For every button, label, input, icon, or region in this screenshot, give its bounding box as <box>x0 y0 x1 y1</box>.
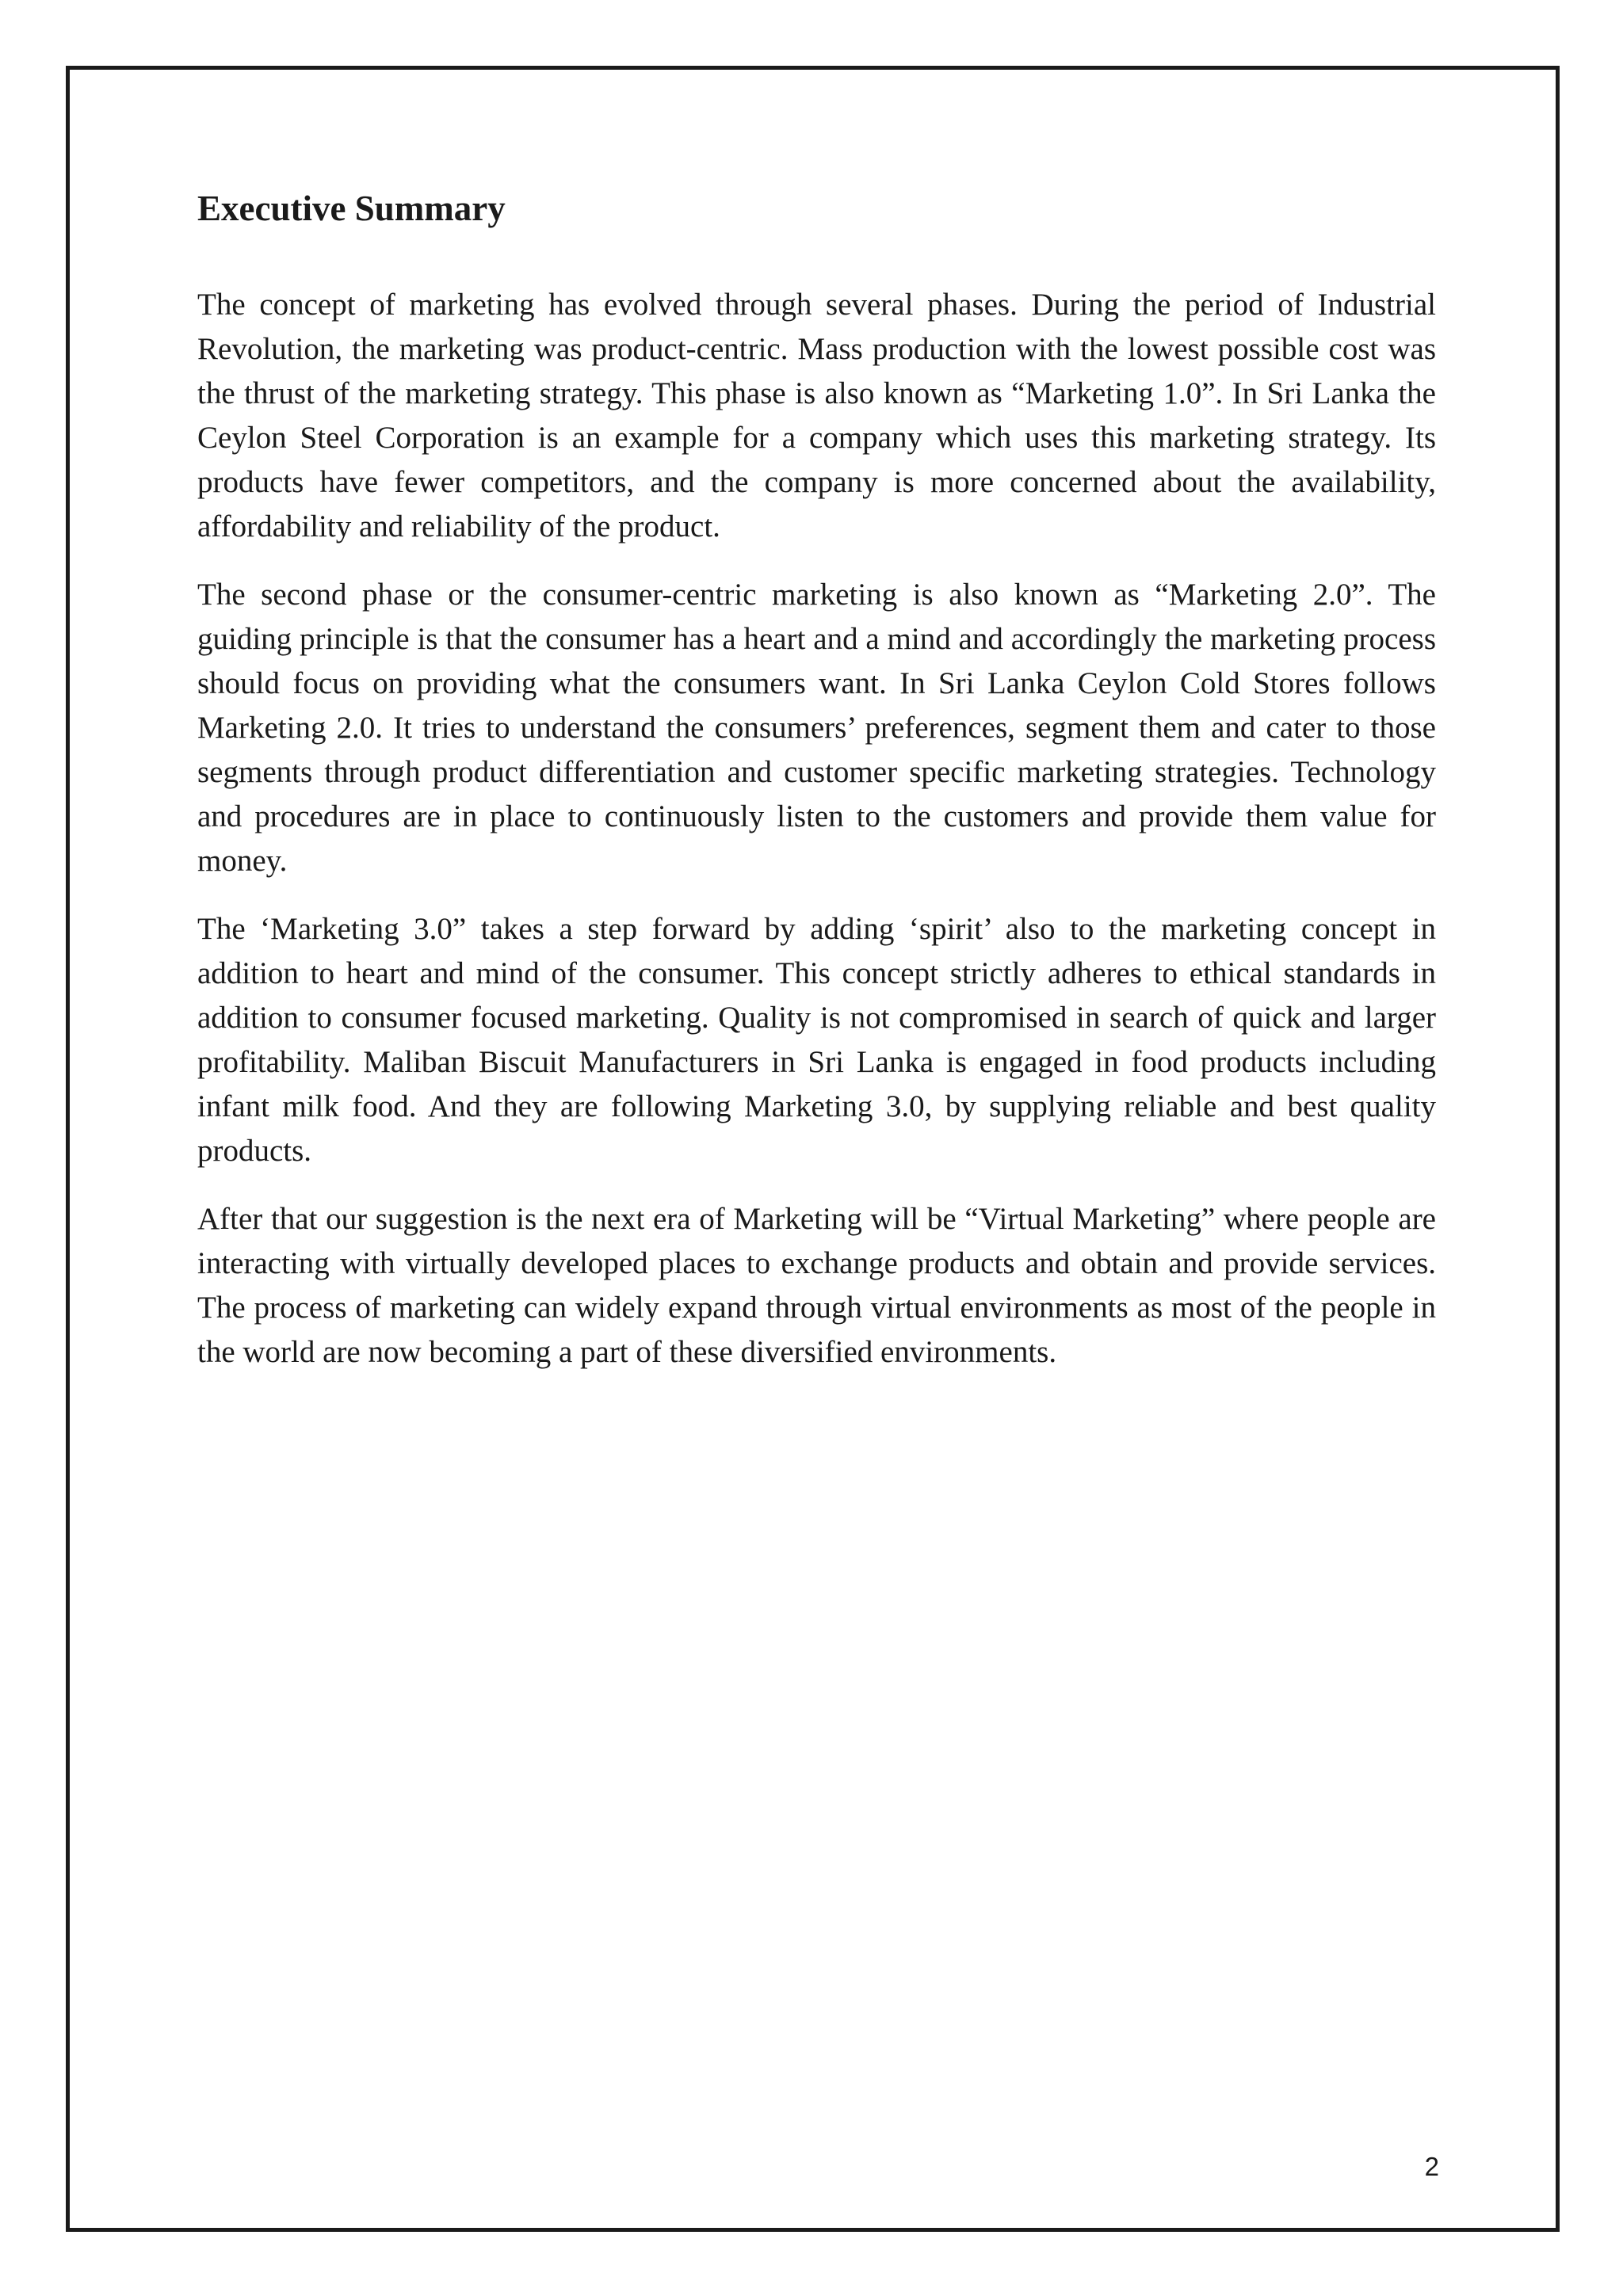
paragraph-marketing-3: The ‘Marketing 3.0” takes a step forward by adding ‘spirit’ also to the marketing concept in addition to heart and mind of the consumer. This concept strictly adheres to ethical standards in addition to consumer focused marketing. Quality is not compromised in search of quick and larger profitability. Maliban Biscuit Manufacturers in Sri Lanka is engaged in food products including infant milk food. And they are following Marketing 3.0, by supplying reliable and best quality products. <box>197 912 1436 1168</box>
paragraph-marketing-2: The second phase or the consumer-centric marketing is also known as “Marketing 2.0”. The guiding principle is that the consumer has a heart and a mind and accordingly the marketing process should focus on providing what the consumers want. In Sri Lanka Ceylon Cold Stores follows Marketing 2.0. It tries to understand the consumers’ preferences, segment them and cater to those segments through product differentiation and customer specific marketing strategies. Technology and procedures are in place to continuously listen to the customers and provide them value for money. <box>197 578 1436 878</box>
paragraph-marketing-1: The concept of marketing has evolved through several phases. During the period of Industrial Revolution, the marketing was product-centric. Mass production with the lowest possible cost was the thrust of the marketing strategy. This phase is also known as “Marketing 1.0”. In Sri Lanka the Ceylon Steel Corporation is an example for a company which uses this marketing strategy. Its products have fewer competitors, and the company is more concerned about the availability, affordability and reliability of the product. <box>197 288 1436 543</box>
page-title: Executive Summary <box>197 189 506 228</box>
paragraph-virtual-marketing: After that our suggestion is the next era of Marketing will be “Virtual Marketing” where people are interacting with virtually developed places to exchange products and obtain and provide services. The process of marketing can widely expand through virtual environments as most of the people in the world are now becoming a part of these diversified environments. <box>197 1202 1436 1369</box>
document-body <box>197 187 1436 1398</box>
page-number: 2 <box>1424 2152 1439 2181</box>
